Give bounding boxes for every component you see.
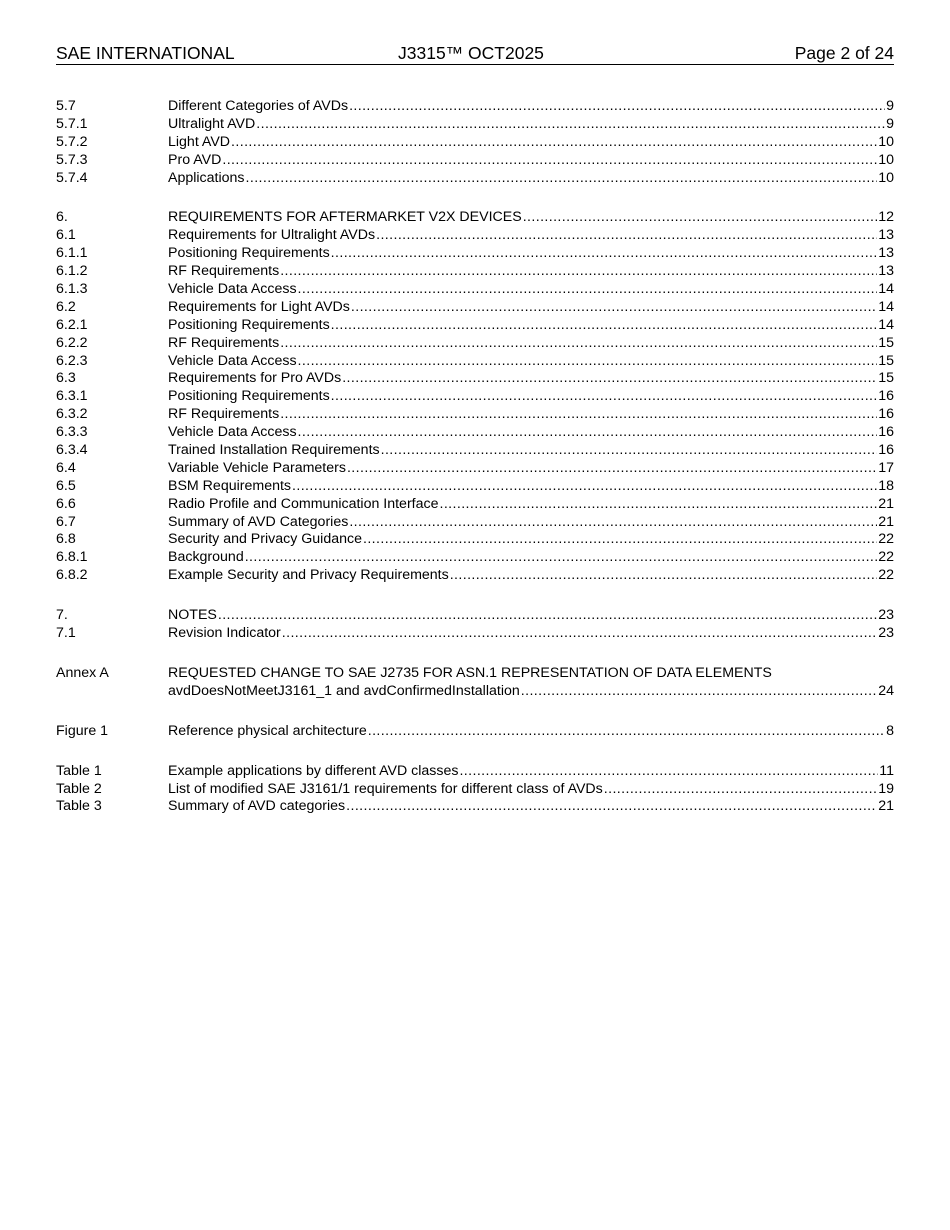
toc-entry-page: 18: [878, 477, 894, 494]
toc-entry-number: 5.7.1: [56, 115, 88, 132]
toc-entry-title: Example Security and Privacy Requirements: [168, 567, 449, 584]
toc-entry-title: Reference physical architecture: [168, 722, 367, 739]
toc-entry-page: 8: [886, 722, 894, 739]
toc-entry-number: Table 3: [56, 798, 102, 815]
toc-entry-page: 22: [878, 567, 894, 584]
toc-entry[interactable]: [56, 353, 894, 371]
toc-entry[interactable]: [56, 478, 894, 496]
toc-entry-title: Vehicle Data Access: [168, 352, 297, 369]
toc-entry-number: 6.7: [56, 513, 76, 530]
toc-entry-title: RF Requirements: [168, 334, 280, 351]
dot-leader: [521, 683, 877, 701]
toc-entry-title: Radio Profile and Communication Interface: [168, 495, 439, 512]
toc-entry-number: 6.2.3: [56, 352, 88, 369]
dot-leader: [349, 514, 877, 532]
dot-leader: [218, 607, 877, 625]
dot-leader: [331, 245, 878, 263]
toc-entry[interactable]: [56, 424, 894, 442]
toc-entry[interactable]: [56, 607, 894, 625]
dot-leader: [351, 299, 877, 317]
toc-entry-title: Pro AVD: [168, 151, 222, 168]
toc-entry-number: 6.2.1: [56, 316, 88, 333]
dot-leader: [256, 116, 885, 134]
toc-entry-number: 6.1.2: [56, 263, 88, 280]
toc-entry-table[interactable]: [56, 798, 894, 816]
toc-entry-title: REQUESTED CHANGE TO SAE J2735 FOR ASN.1 REPRESENTATION OF DATA ELEMENTS: [168, 664, 772, 681]
toc-entry[interactable]: [56, 170, 894, 188]
dot-leader: [376, 227, 877, 245]
toc-entry-number: 6.1.3: [56, 281, 88, 298]
dot-leader: [331, 317, 878, 335]
toc-entry-title: Ultralight AVD: [168, 115, 256, 132]
toc-entry-number: 7.1: [56, 625, 76, 642]
toc-entry-number: 6.3.3: [56, 424, 88, 441]
header-page-number: Page 2 of 24: [794, 43, 894, 63]
toc-entry-title: Applications: [168, 169, 245, 186]
toc-entry-title: Summary of AVD Categories: [168, 513, 349, 530]
toc-entry-page: 16: [878, 388, 894, 405]
dot-leader: [292, 478, 877, 496]
toc-entry-number: 5.7.4: [56, 169, 88, 186]
toc-entry-title: Example applications by different AVD classes: [168, 762, 459, 779]
toc-entry-title: Trained Installation Requirements: [168, 442, 380, 459]
toc-entry-page: 22: [878, 549, 894, 566]
toc-entry-figure[interactable]: [56, 723, 894, 741]
toc-entry-title: Positioning Requirements: [168, 388, 330, 405]
toc-entry-page: 10: [878, 151, 894, 168]
toc-entry[interactable]: [56, 227, 894, 245]
toc-entry-number: 5.7.3: [56, 151, 88, 168]
toc-entry-page: 11: [879, 762, 894, 779]
toc-entry-page: 14: [878, 281, 894, 298]
toc-entry[interactable]: [56, 442, 894, 460]
toc-entry-page: 21: [878, 513, 894, 530]
toc-entry-table[interactable]: [56, 763, 894, 781]
toc-entry-title: RF Requirements: [168, 406, 280, 423]
toc-entry-page: 22: [878, 531, 894, 548]
dot-leader: [331, 388, 878, 406]
toc-entry[interactable]: [56, 116, 894, 134]
toc-entry-page: 13: [878, 263, 894, 280]
table-of-contents: [56, 98, 894, 838]
toc-entry[interactable]: [56, 245, 894, 263]
dot-leader: [298, 424, 878, 442]
dot-leader: [459, 763, 878, 781]
toc-entry-title: Background: [168, 549, 244, 566]
toc-entry-title: Positioning Requirements: [168, 316, 330, 333]
dot-leader: [604, 781, 877, 799]
toc-entry-title: Requirements for Ultralight AVDs: [168, 227, 376, 244]
toc-entry[interactable]: [56, 299, 894, 317]
toc-entry[interactable]: [56, 98, 894, 116]
toc-entry-table[interactable]: [56, 781, 894, 799]
toc-entry-number: 6.1.1: [56, 245, 88, 262]
dot-leader: [280, 335, 877, 353]
toc-entry-page: 10: [878, 133, 894, 150]
toc-entry-title: Requirements for Pro AVDs: [168, 370, 342, 387]
toc-entry[interactable]: [56, 496, 894, 514]
toc-entry-page: 16: [878, 424, 894, 441]
toc-entry-title: Security and Privacy Guidance: [168, 531, 362, 548]
toc-entry[interactable]: [56, 567, 894, 585]
toc-entry-title: List of modified SAE J3161/1 requirements for different class of AVDs: [168, 780, 603, 797]
toc-entry[interactable]: [56, 549, 894, 567]
toc-entry[interactable]: [56, 370, 894, 388]
toc-entry[interactable]: [56, 514, 894, 532]
toc-entry-number: 6.5: [56, 477, 76, 494]
toc-entry-title: Revision Indicator: [168, 625, 281, 642]
toc-entry-title: Light AVD: [168, 133, 231, 150]
toc-entry-title: Summary of AVD categories: [168, 798, 346, 815]
dot-leader: [346, 798, 877, 816]
toc-group-figures: [56, 723, 894, 741]
toc-entry-title: REQUIREMENTS FOR AFTERMARKET V2X DEVICES: [168, 209, 522, 226]
toc-entry-page: 21: [878, 798, 894, 815]
toc-entry[interactable]: [56, 406, 894, 424]
toc-entry-page: 13: [878, 227, 894, 244]
dot-leader: [222, 152, 877, 170]
toc-entry-number: 6.4: [56, 459, 76, 476]
toc-entry-page: 12: [878, 209, 894, 226]
toc-entry-page: 14: [878, 298, 894, 315]
toc-entry-number: 6.3.1: [56, 388, 88, 405]
toc-entry[interactable]: [56, 388, 894, 406]
toc-entry-number: 6.2.2: [56, 334, 88, 351]
toc-entry-annex[interactable]: [56, 665, 894, 701]
toc-entry-number: 6.3.4: [56, 442, 88, 459]
toc-entry[interactable]: [56, 263, 894, 281]
toc-entry-number: Table 2: [56, 780, 102, 797]
toc-entry-page: 17: [878, 459, 894, 476]
toc-entry-title: Vehicle Data Access: [168, 281, 297, 298]
toc-entry[interactable]: [56, 460, 894, 478]
toc-entry[interactable]: [56, 625, 894, 643]
toc-entry-number: 6.3.2: [56, 406, 88, 423]
toc-entry-page: 15: [878, 334, 894, 351]
toc-entry-number: 7.: [56, 607, 68, 624]
toc-group-annex: [56, 665, 894, 701]
dot-leader: [523, 209, 878, 227]
toc-entry-title: Positioning Requirements: [168, 245, 330, 262]
toc-entry-number: 6.: [56, 209, 68, 226]
toc-entry-number: 6.6: [56, 495, 76, 512]
toc-entry-page: 16: [878, 406, 894, 423]
dot-leader: [282, 625, 877, 643]
dot-leader: [342, 370, 877, 388]
toc-entry-page: 9: [886, 115, 894, 132]
toc-entry-page: 16: [878, 442, 894, 459]
toc-entry-title-continued: avdDoesNotMeetJ3161_1 and avdConfirmedInstallation: [168, 682, 520, 699]
toc-entry-page: 13: [878, 245, 894, 262]
toc-group-section-6: [56, 209, 894, 585]
toc-entry-title: Requirements for Light AVDs: [168, 298, 350, 315]
dot-leader: [363, 531, 877, 549]
toc-entry-page: 21: [878, 495, 894, 512]
toc-entry-page: 19: [878, 780, 894, 797]
toc-entry-number: Figure 1: [56, 722, 109, 739]
toc-entry-page: 14: [878, 316, 894, 333]
toc-entry-title: Different Categories of AVDs: [168, 98, 349, 114]
toc-entry-title: Vehicle Data Access: [168, 424, 297, 441]
toc-entry-number: Table 1: [56, 762, 102, 779]
toc-entry-title: NOTES: [168, 607, 217, 624]
toc-entry-number: 6.3: [56, 370, 76, 387]
dot-leader: [298, 281, 878, 299]
toc-entry-title: BSM Requirements: [168, 477, 292, 494]
toc-entry-title: RF Requirements: [168, 263, 280, 280]
toc-entry[interactable]: [56, 335, 894, 353]
toc-entry-page: 15: [878, 352, 894, 369]
dot-leader: [349, 98, 885, 116]
page-header: [56, 42, 894, 65]
dot-leader: [246, 170, 878, 188]
toc-entry-number: 5.7.2: [56, 133, 88, 150]
toc-entry[interactable]: [56, 531, 894, 549]
dot-leader: [298, 353, 878, 371]
toc-entry-number: 6.8: [56, 531, 76, 548]
toc-entry-page: 23: [878, 607, 894, 624]
header-document-id: J3315™ OCT2025: [398, 43, 544, 63]
toc-entry-page: 15: [878, 370, 894, 387]
toc-entry-number: 6.8.2: [56, 567, 88, 584]
dot-leader: [231, 134, 877, 152]
dot-leader: [381, 442, 878, 460]
toc-entry-number: 5.7: [56, 98, 76, 114]
toc-entry-page: 24: [878, 682, 894, 699]
toc-entry[interactable]: [56, 281, 894, 299]
dot-leader: [440, 496, 878, 514]
toc-group-section-7: [56, 607, 894, 643]
toc-entry[interactable]: [56, 317, 894, 335]
toc-entry-page: 9: [886, 98, 894, 114]
toc-group-tables: [56, 763, 894, 817]
dot-leader: [280, 406, 877, 424]
toc-entry-number: 6.1: [56, 227, 76, 244]
toc-entry-number: 6.2: [56, 298, 76, 315]
dot-leader: [347, 460, 877, 478]
toc-group-section-5: [56, 98, 894, 187]
dot-leader: [450, 567, 878, 585]
toc-entry[interactable]: [56, 209, 894, 227]
dot-leader: [245, 549, 878, 567]
toc-entry-number: 6.8.1: [56, 549, 88, 566]
toc-entry-number: Annex A: [56, 664, 109, 681]
toc-entry[interactable]: [56, 134, 894, 152]
toc-entry-page: 10: [878, 169, 894, 186]
toc-entry-page: 23: [878, 625, 894, 642]
dot-leader: [368, 723, 885, 741]
toc-entry[interactable]: [56, 152, 894, 170]
dot-leader: [280, 263, 877, 281]
toc-entry-title: Variable Vehicle Parameters: [168, 459, 346, 476]
header-organization: SAE INTERNATIONAL: [56, 43, 235, 63]
